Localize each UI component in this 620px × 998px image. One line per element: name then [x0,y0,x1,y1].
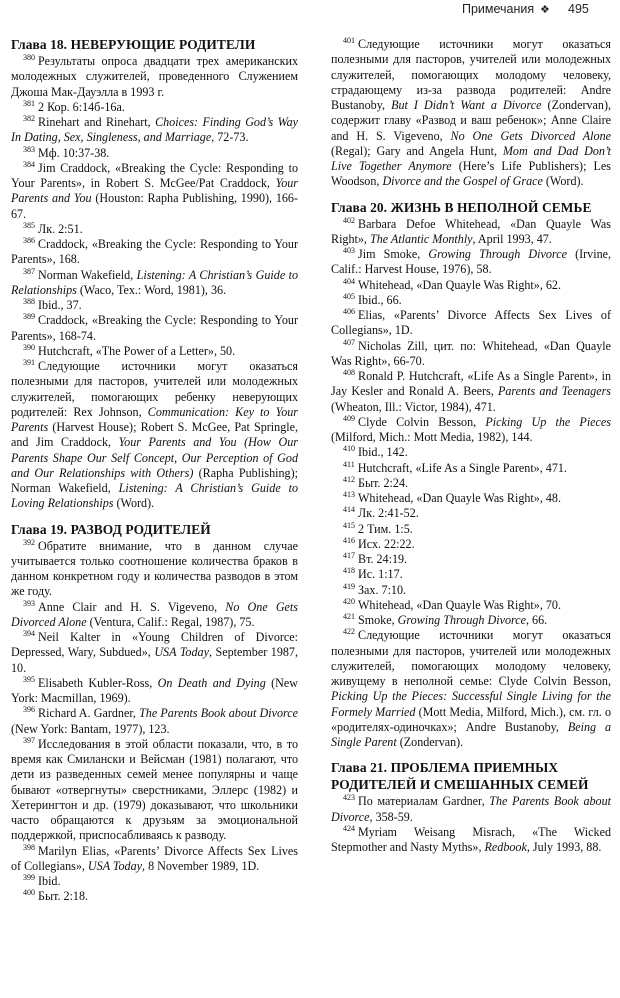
footnote-number: 411 [343,459,355,469]
footnote-422: $^{422}$ Следующие источники могут оказаться полезными для пасторов, учителей или молодежных служителей, помогающих молодому человеку, живущему в неполной семье: Clyde Colvin Besson, Picking Up the Pieces: Successful Single Living for the Formely Married (Mott Media, Milford, Mich.), см. гл. о «родителях-одиночках»; Andre Bustanoby, Being a Single Parent (Zondervan). [331,627,612,749]
footnote-number: 401 [343,36,355,45]
footnote-409: $^{409}$ Clyde Colvin Besson, Picking Up the Pieces (Milford, Mich.: Mott Media, 1982), 144. [331,413,611,444]
page-number: 495 [568,2,589,16]
footnote-number: 391 [23,358,35,367]
running-title: Примечания [462,2,535,16]
footnote-401: $^{401}$ Следующие источники могут оказаться полезными для пасторов, учителей или молодежных служителей, помогающих молодому человеку, страдающему из-за развода родителей: Andre Bustanoby, But I Didn’t Want a Divorce (Zondervan), содержит главу «Развод и ваш ребенок»; Anne Claire and H. S. Vigeveno, No One Gets Divorced Alone (Regal); Gary and Angela Hunt, Mom and Dad Don’t Live Together Anymore (Here’s Life Publishers); Les Woodson, Divorce and the Gospel of Grace (Word). [331,36,612,189]
footnote-393: $^{393}$ Anne Clair and H. S. Vigeveno, No One Gets Divorced Alone (Ventura, Calif.: Regal, 1987), 75. [11,598,298,629]
footnote-number: 409 [343,413,355,423]
footnote-413: $^{413}$ Whitehead, «Dan Quayle Was Right», 48. [343,490,562,505]
footnote-number: 383 [23,144,35,154]
footnote-number: 423 [343,793,355,803]
footnote-383: $^{383}$ Мф. 10:37-38. [23,144,110,160]
chapter-heading: Глава 21. ПРОБЛЕМА ПРИЕМНЫХ РОДИТЕЛЕЙ И СМЕШАННЫХ СЕМЕЙ [331,760,589,793]
footnote-number: 398 [23,842,35,852]
chapter-heading: Глава 19. РАЗВОД РОДИТЕЛЕЙ [11,521,211,537]
footnote-number: 404 [343,276,355,286]
footnote-number: 402 [343,215,355,225]
footnote-412: $^{412}$ Быт. 2:24. [343,474,409,490]
footnote-number: 406 [343,307,355,316]
footnote-417: $^{417}$ Вт. 24:19. [343,551,408,566]
right-column [331,37,611,855]
footnote-400: $^{400}$ Быт. 2:18. [23,888,89,904]
footnote-390: $^{390}$ Hutchcraft, «The Power of a Letter», 50. [23,342,236,358]
footnote-414: $^{414}$ Лк. 2:41-52. [343,505,419,521]
footnote-number: 394 [23,629,35,638]
footnote-406: $^{406}$ Elias, «Parents’ Divorce Affects Sex Lives of Collegians», 1D. [331,307,611,338]
left-column [11,36,298,905]
footnote-395: $^{395}$ Elisabeth Kubler-Ross, On Death and Dying (New York: Macmillan, 1969). [11,674,299,705]
footnote-419: $^{419}$ Зах. 7:10. [343,581,407,597]
footnote-394: $^{394}$ Neil Kalter in «Young Children of Divorce: Depressed, Wary, Subdued», USA Today, September 1987, 10. [11,629,298,675]
chapter-heading: Глава 18. НЕВЕРУЮЩИЕ РОДИТЕЛИ [11,37,256,52]
section-gap [11,512,298,521]
footnote-392: $^{392}$ Обратите внимание, что в данном случае учитывается только соотношение количества браков в данном конкретном году и количества разводов в этом же году. [11,537,298,599]
footnote-410: $^{410}$ Ibid., 142. [343,444,408,460]
footnote-number: 380 [23,53,35,62]
footnote-396: $^{396}$ Richard A. Gardner, The Parents Book about Divorce (New York: Bantam, 1977), 123. [11,705,298,736]
footnote-407: $^{407}$ Nicholas Zill, цит. по: Whitehead, «Dan Quayle Was Right», 66-70. [331,337,611,368]
footnote-382: $^{382}$ Rinehart and Rinehart, Choices: Finding God’s Way In Dating, Sex, Singleness, and Marriage, 72-73. [11,114,299,145]
footnote-418: $^{418}$ Ис. 1:17. [343,566,403,582]
footnote-403: $^{403}$ Jim Smoke, Growing Through Divorce (Irvine, Calif.: Harvest House, 1976), 58. [331,246,612,277]
footnote-number: 381 [23,98,35,108]
footnote-420: $^{420}$ Whitehead, «Dan Quayle Was Right», 70. [343,596,562,612]
footnote-387: $^{387}$ Norman Wakefield, Listening: A Christian’s Guide to Relationships (Waco, Tex.: Word, 1981), 36. [11,266,298,297]
footnote-number: 393 [23,598,35,608]
footnote-380: $^{380}$ Результаты опроса двадцати трех американских молодежных служителей, проведенного Служением Джоша Мак-Дауэлла в 1993 г. [11,53,298,99]
footnote-number: 405 [343,291,355,301]
page-header [0,0,620,22]
footnote-423: $^{423}$ По материалам Gardner, The Parents Book about Divorce, 358-59. [331,793,611,824]
footnote-number: 395 [23,674,35,684]
footnote-number: 414 [343,505,355,515]
footnote-number: 389 [23,312,35,322]
footnote-384: $^{384}$ Jim Craddock, «Breaking the Cycle: Responding to Your Parents», in Robert S. McGee/Pat Craddock, Your Parents and You (Houston: Rapha Publishing, 1990), 166-67. [11,159,298,221]
footnote-number: 410 [343,444,355,454]
footnote-number: 400 [23,888,35,898]
footnote-number: 388 [23,297,35,306]
footnote-397: $^{397}$ Исследования в этой области показали, что, в то время как Смилански и Вейсман (1981) полагают, что дети из разведенных семей менее популярны и чаще бывают «отвергнуты» сверстниками, Эллерс (1982) и Хетерингтон и др. (1979) доказывают, что школьники часто обращаются к друзьям за эмоциональной поддержкой, приспосабливаясь к разводу. [11,735,298,843]
footnote-391: $^{391}$ Следующие источники могут оказаться полезными для пасторов, учителей или молодежных служителей, помогающих ребенку неверующих родителей: Rex Johnson, Communication: Key to Your Parents (Harvest House); Robert S. McGee, Pat Springle, and Jim Craddock, Your Parents and You (How Our Parents Shape Our Self Concept, Our Perception of God and Our Relationships with Others) (Rapha Publishing); Norman Wakefield, Listening: A Christian’s Guide to Loving Relationships (Word). [11,358,298,511]
section-gap [331,750,611,759]
footnote-number: 424 [343,823,355,833]
footnote-408: $^{408}$ Ronald P. Hutchcraft, «Life As a Single Parent», in Jay Kesler and Ronald A. Beers, Parents and Teenagers (Wheaton, Ill.: Victor, 1984), 471. [331,368,611,414]
footnote-number: 408 [343,368,355,377]
footnote-number: 396 [23,705,35,715]
footnote-415: $^{415}$ 2 Тим. 1:5. [343,520,413,536]
footnote-number: 415 [343,520,355,530]
footnote-404: $^{404}$ Whitehead, «Dan Quayle Was Right», 62. [343,276,562,292]
chapter-heading: Глава 20. ЖИЗНЬ В НЕПОЛНОЙ СЕМЬЕ [331,199,592,215]
footnote-number: 412 [343,474,355,484]
footnote-number: 420 [343,596,355,606]
footnote-number: 390 [23,342,35,352]
footnote-411: $^{411}$ Hutchcraft, «Life As a Single Parent», 471. [343,459,567,475]
footnote-405: $^{405}$ Ibid., 66. [343,291,402,307]
footnote-number: 421 [343,612,355,621]
footnote-number: 382 [23,114,35,123]
footnote-number: 392 [23,537,35,547]
footnote-number: 413 [343,490,355,499]
footnote-number: 384 [23,159,35,169]
footnote-number: 422 [343,627,355,637]
footnote-389: $^{389}$ Craddock, «Breaking the Cycle: Responding to Your Parents», 168-74. [11,312,298,343]
footnote-388: $^{388}$ Ibid., 37. [23,297,82,312]
section-gap [331,190,611,199]
footnote-number: 417 [343,551,355,560]
footnote-421: $^{421}$ Smoke, Growing Through Divorce, 66. [343,612,548,627]
footnote-424: $^{424}$ Myriam Weisang Misrach, «The Wicked Stepmother and Nasty Myths», Redbook, July 1993, 88. [331,823,611,854]
footnote-number: 403 [343,246,355,255]
footnote-399: $^{399}$ Ibid. [23,873,61,888]
diamond-icon: ❖ [540,4,550,16]
footnote-number: 416 [343,535,355,545]
footnote-385: $^{385}$ Лк. 2:51. [23,220,83,236]
footnote-number: 419 [343,581,355,591]
footnote-number: 399 [23,873,35,882]
footnote-number: 385 [23,220,35,230]
footnote-number: 387 [23,266,35,276]
footnote-381: $^{381}$ 2 Кор. 6:14б-16а. [23,98,125,114]
footnote-number: 397 [23,735,35,745]
footnote-398: $^{398}$ Marilyn Elias, «Parents’ Divorce Affects Sex Lives of Collegians», USA Today, 8 November 1989, 1D. [11,842,298,873]
footnote-number: 386 [23,236,35,245]
footnote-386: $^{386}$ Craddock, «Breaking the Cycle: Responding to Your Parents», 168. [11,236,298,267]
footnote-number: 407 [343,337,355,347]
footnote-416: $^{416}$ Исх. 22:22. [343,535,415,551]
footnote-number: 418 [343,566,355,576]
footnote-402: $^{402}$ Barbara Defoe Whitehead, «Dan Quayle Was Right», The Atlantic Monthly, April 1993, 47. [331,215,611,246]
